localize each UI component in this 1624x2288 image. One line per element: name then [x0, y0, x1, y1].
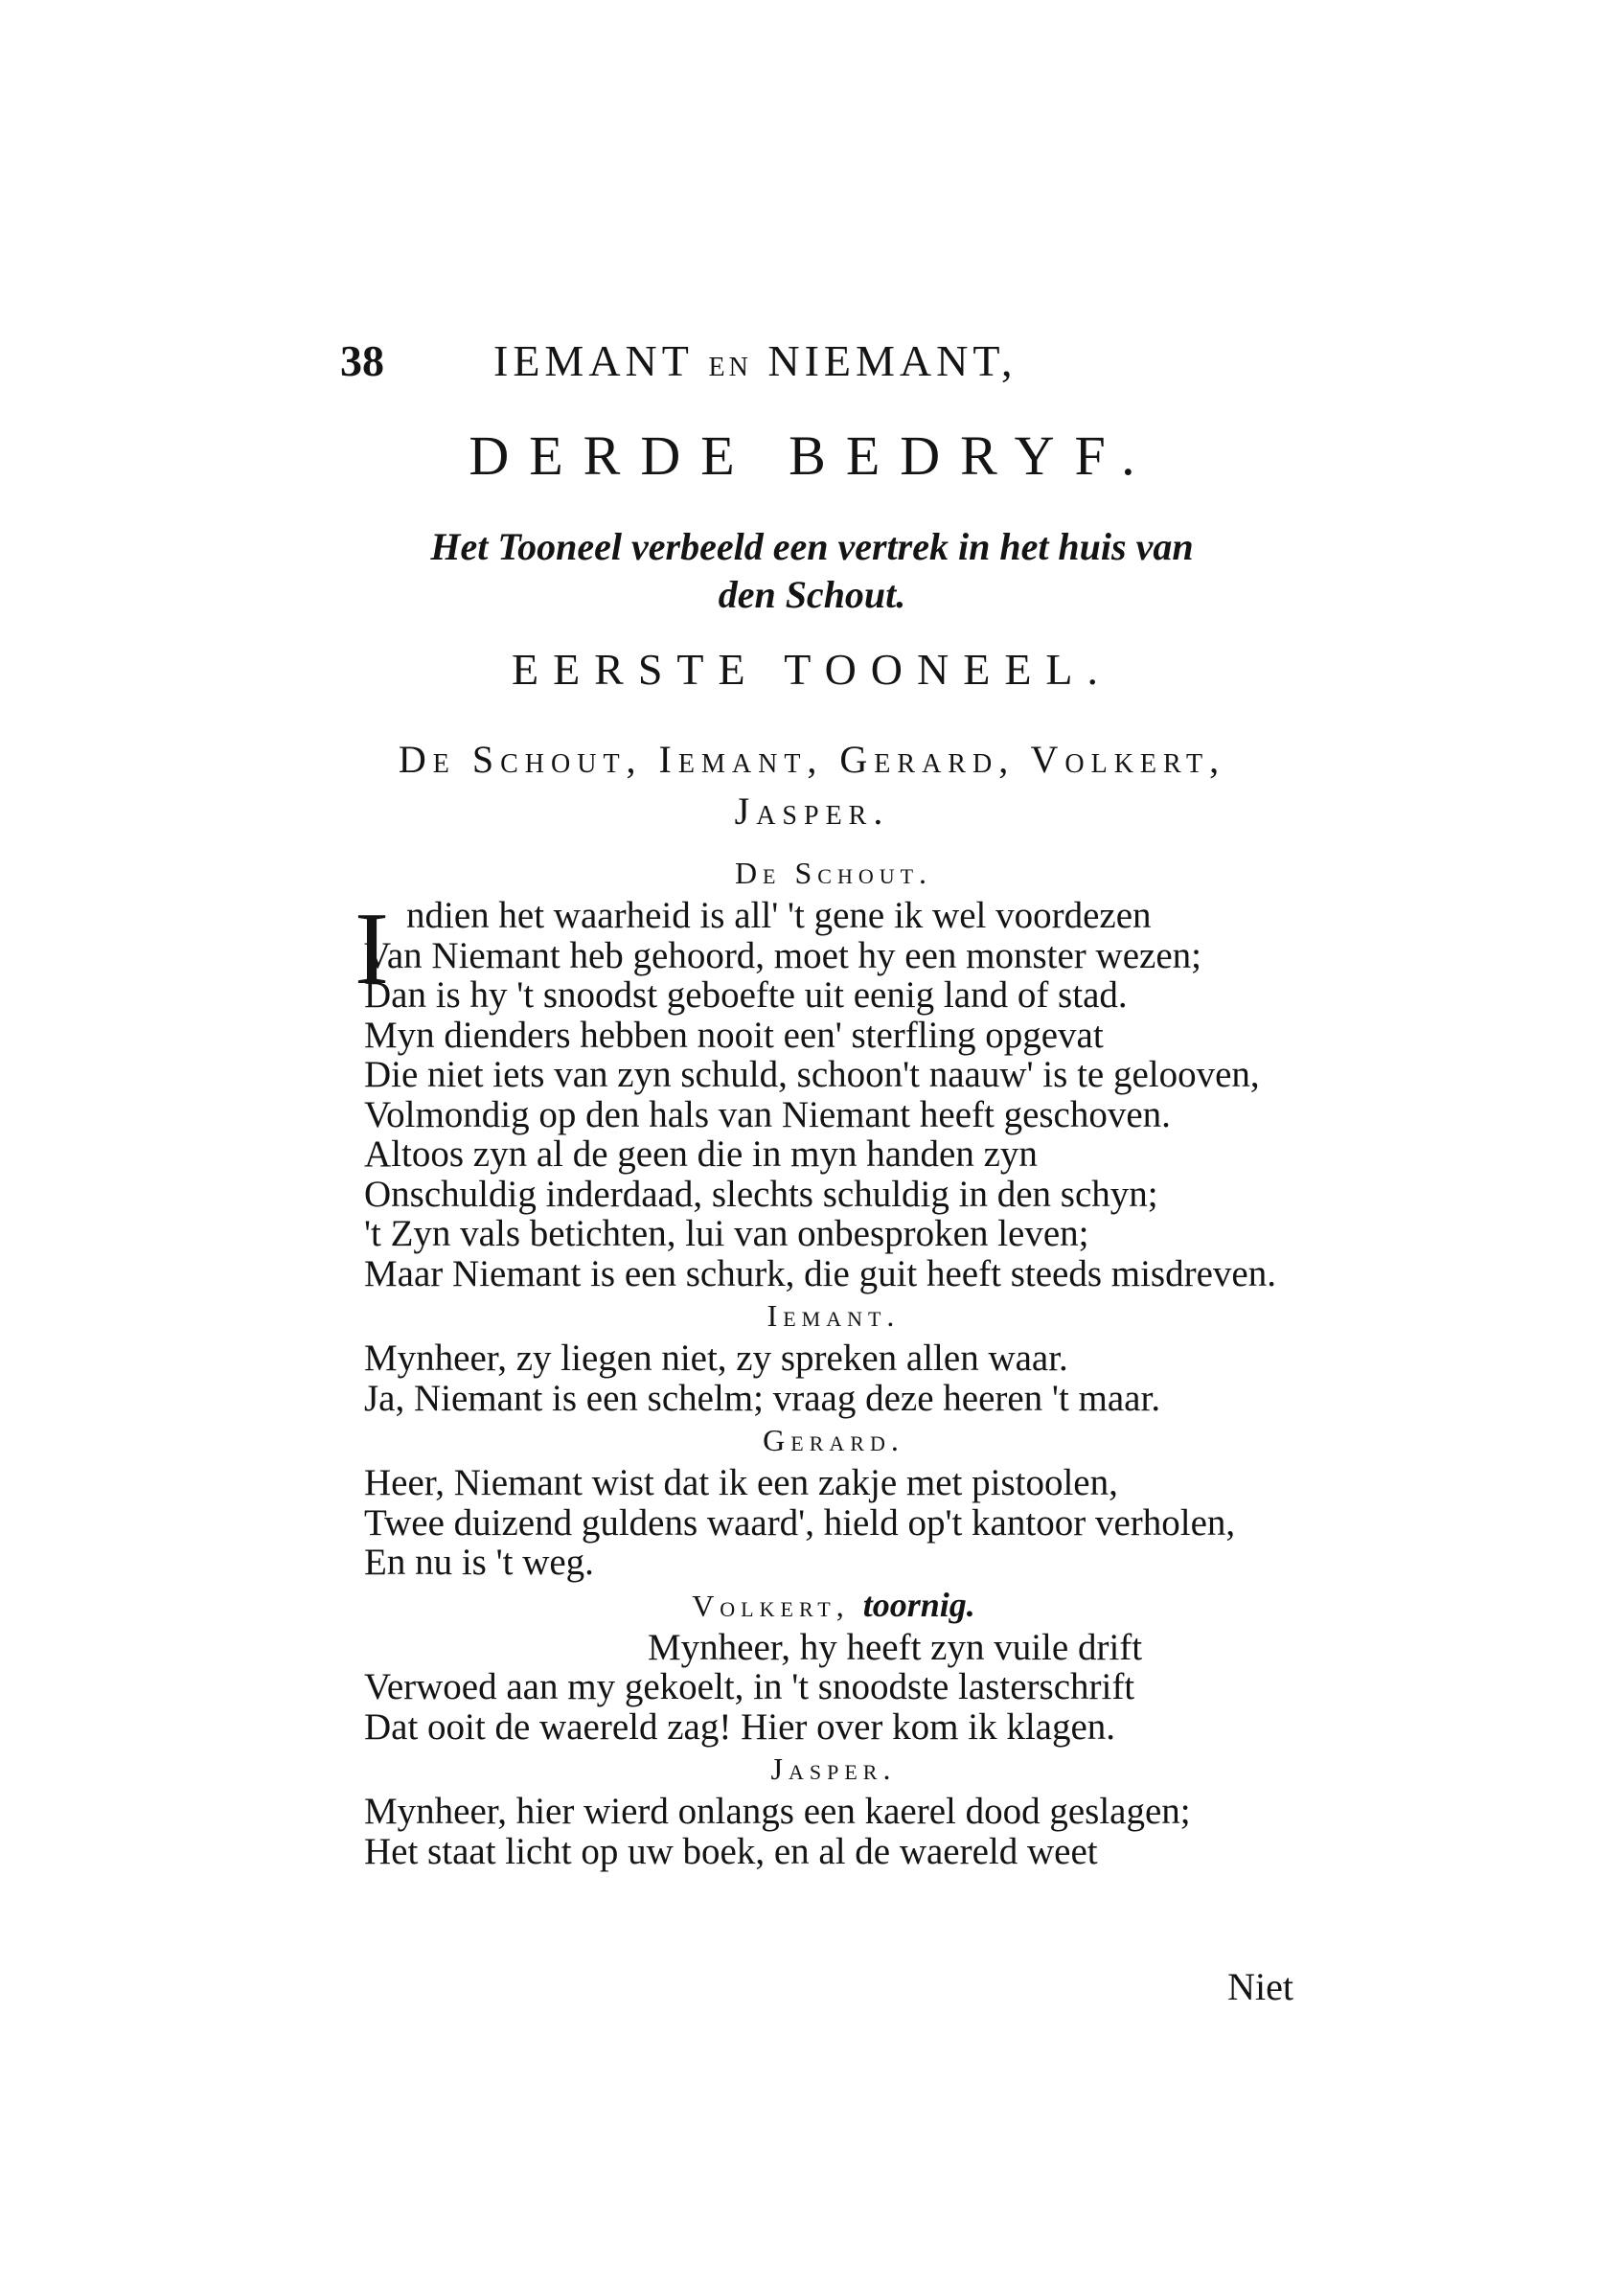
verse-line: ndien het waarheid is all' 't gene ik wel voordezen: [406, 895, 1152, 936]
running-title-part1: IEMANT: [493, 336, 694, 385]
character-list-line-2: Jasper.: [734, 789, 890, 833]
character-list-line-1: De Schout, Iemant, Gerard, Volkert,: [398, 738, 1226, 781]
verse-line: 't Zyn vals betichten, lui van onbesproken leven;: [364, 1213, 1089, 1254]
stage-direction: toornig.: [862, 1585, 975, 1624]
speaker-heading: [364, 1583, 1303, 1628]
verse-line: En nu is 't weg.: [364, 1542, 594, 1583]
scene-description: [331, 523, 1293, 619]
verse-line: Mynheer, hy heeft zyn vuile drift: [648, 1626, 1143, 1668]
speech: [364, 1463, 1303, 1583]
verse-line: Maar Niemant is een schurk, die guit heeft steeds misdreven.: [364, 1252, 1276, 1294]
verse-line: Twee duizend guldens waard', hield op't kantoor verholen,: [364, 1501, 1236, 1544]
verse-line: Mynheer, zy liegen niet, zy spreken allen waar.: [364, 1338, 1068, 1379]
verse-line: Altoos zyn al de geen die in myn handen zyn: [364, 1133, 1038, 1175]
speaker-heading: Iemant.: [766, 1298, 901, 1333]
speaker-heading: Gerard.: [763, 1423, 904, 1457]
verse-line: Het staat licht op uw boek, en al de waereld weet: [364, 1830, 1098, 1872]
scene-description-line-2: den Schout.: [718, 573, 906, 616]
verse-line: Ja, Niemant is een schelm; vraag deze heeren 't maar.: [364, 1377, 1161, 1419]
verse-line: Dan is hy 't snoodst geboefte uit eenig land of stad.: [364, 974, 1128, 1016]
running-title-part2: NIEMANT,: [767, 336, 1018, 385]
verse-line: Dat ooit de waereld zag! Hier over kom ik klagen.: [364, 1705, 1116, 1748]
running-header: [340, 335, 1298, 393]
catchword: Niet: [1227, 1965, 1293, 2008]
drop-cap: I: [355, 892, 389, 1006]
speech: [364, 1792, 1303, 1871]
verse-line: Van Niemant heb gehoord, moet hy een monster wezen;: [364, 934, 1201, 976]
verse-line: Onschuldig inderdaad, slechts schuldig in den schyn;: [364, 1173, 1158, 1215]
character-list: [331, 734, 1293, 837]
verse-line: Myn dienders hebben nooit een' sterfling opgevat: [364, 1014, 1104, 1056]
act-title: DERDE BEDRYF.: [469, 424, 1155, 487]
speech: [355, 892, 1303, 1294]
running-title: [493, 335, 1018, 386]
verse-line: Heer, Niemant wist dat ik een zakje met pistoolen,: [364, 1462, 1118, 1503]
verse-line: Verwoed aan my gekoelt, in 't snoodste lasterschrift: [364, 1666, 1135, 1707]
scene-title: EERSTE TOONEEL.: [511, 645, 1113, 694]
speaker-name: Volkert,: [692, 1588, 850, 1623]
verse-line: Die niet iets van zyn schuld, schoon't naauw' is te gelooven,: [364, 1054, 1260, 1095]
verse-line: Volmondig op den hals van Niemant heeft geschoven.: [364, 1093, 1171, 1135]
running-title-connector: EN: [708, 353, 752, 382]
verse-line: Mynheer, hier wierd onlangs een kaerel dood geslagen;: [364, 1791, 1191, 1832]
speaker-heading: De Schout.: [734, 856, 933, 890]
page-number: 38: [340, 336, 384, 385]
speech: [364, 1338, 1303, 1418]
scene-description-line-1: Het Tooneel verbeeld een vertrek in het huis van: [430, 525, 1194, 568]
verse-block: [355, 851, 1303, 1872]
speaker-heading: Jasper.: [770, 1751, 897, 1786]
speech: [364, 1628, 1303, 1748]
